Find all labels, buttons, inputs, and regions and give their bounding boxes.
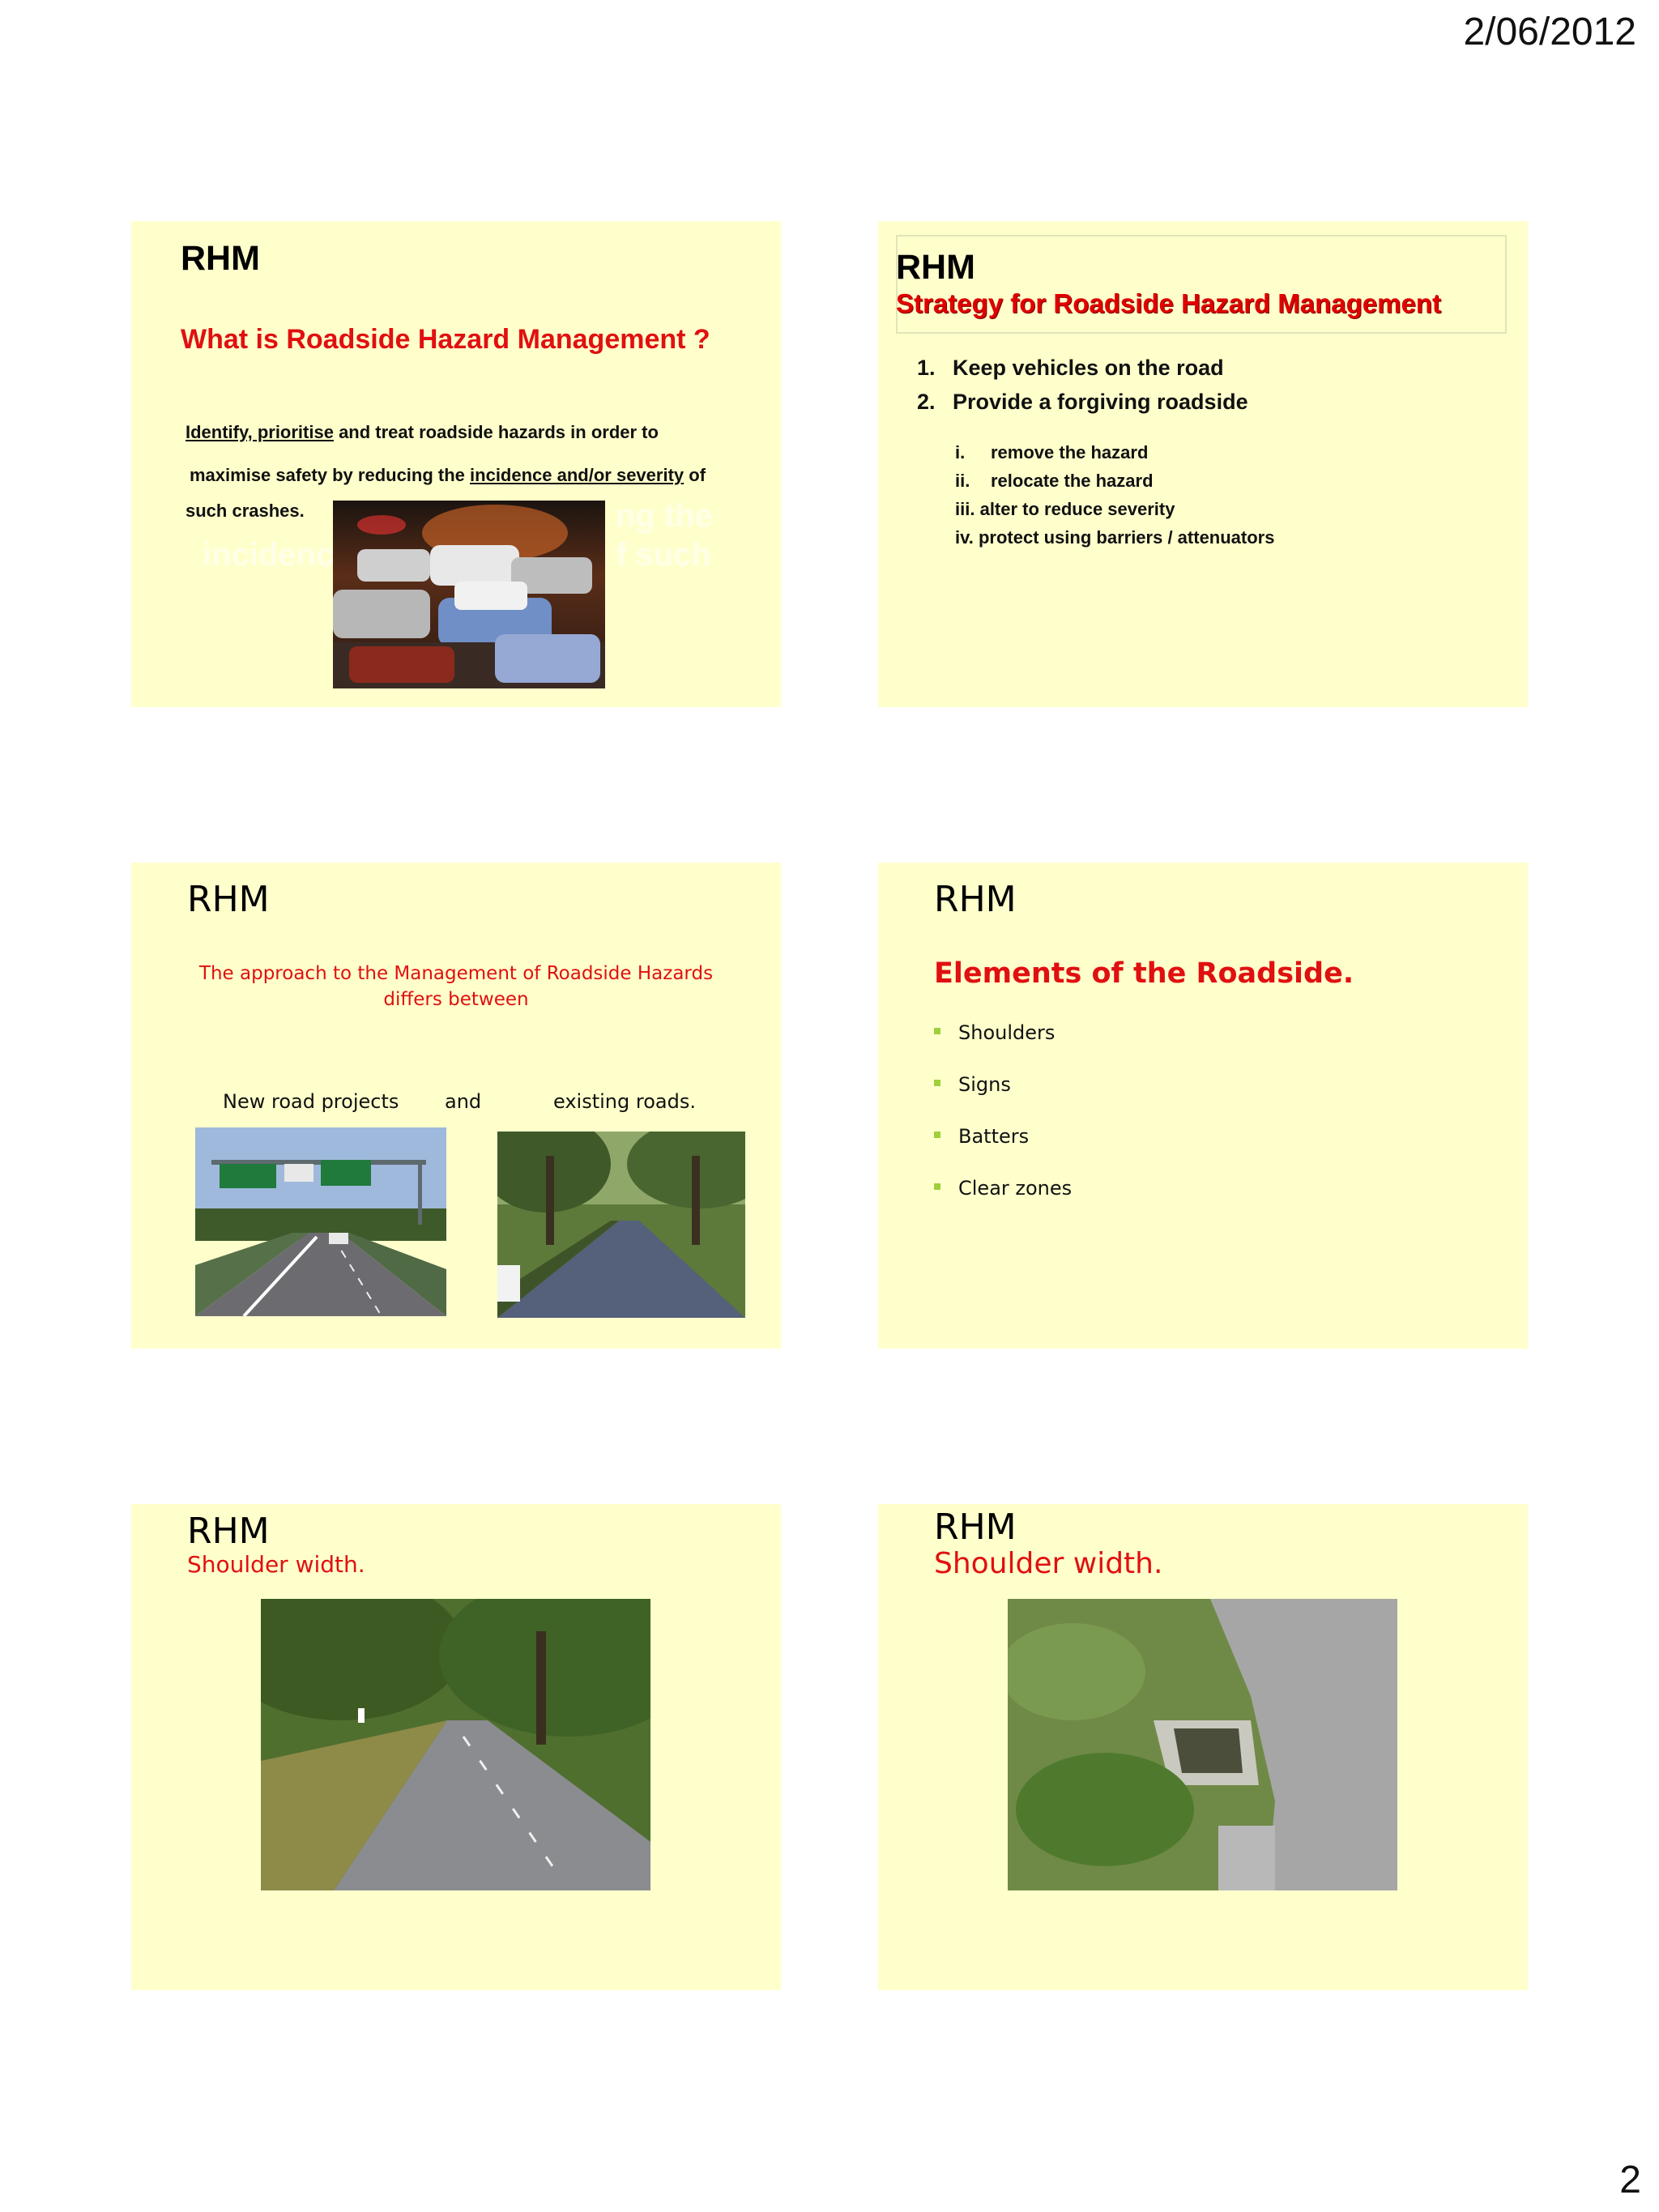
list-item bbox=[917, 390, 1248, 415]
link-identify-prioritise[interactable]: Identify, prioritise bbox=[186, 422, 334, 442]
sub-list-item bbox=[955, 527, 1274, 548]
caption-new-road: New road projects bbox=[223, 1090, 399, 1113]
slide-title: RHM bbox=[181, 239, 260, 278]
sub-list-number: iv. bbox=[955, 527, 974, 548]
intro-line-2: differs between bbox=[383, 989, 529, 1010]
sub-list-text: alter to reduce severity bbox=[979, 499, 1175, 519]
list-text: Keep vehicles on the road bbox=[953, 356, 1224, 380]
bullet-text: Batters bbox=[958, 1125, 1030, 1148]
list-number: 2. bbox=[917, 390, 936, 414]
list-text: Provide a forgiving roadside bbox=[953, 390, 1248, 414]
body-line-2-end: of bbox=[684, 465, 706, 485]
sub-list-item bbox=[955, 442, 1148, 463]
slide-6 bbox=[878, 1504, 1528, 1990]
sub-list-text: remove the hazard bbox=[991, 442, 1149, 462]
list-number: 1. bbox=[917, 356, 936, 380]
body-line-1-text: and treat roadside hazards in order to bbox=[333, 422, 659, 442]
slide-5 bbox=[131, 1504, 781, 1990]
body-line-2 bbox=[190, 465, 706, 486]
rural-road-photo bbox=[261, 1599, 650, 1890]
body-line-3: such crashes. bbox=[186, 501, 305, 521]
slide-subtitle: What is Roadside Hazard Management ? bbox=[181, 324, 710, 355]
sub-list-number: iii. bbox=[955, 499, 975, 519]
bullet-item bbox=[934, 1177, 1072, 1200]
bullet-marker bbox=[934, 1132, 940, 1138]
slide-title: RHM bbox=[934, 1507, 1017, 1548]
car-crash-photo bbox=[333, 501, 605, 688]
slide-subtitle: Shoulder width. bbox=[934, 1547, 1163, 1580]
slide-4 bbox=[878, 863, 1528, 1349]
bullet-marker bbox=[934, 1028, 940, 1034]
sub-list-number: i. bbox=[955, 442, 966, 462]
bullet-marker bbox=[934, 1183, 940, 1190]
slide-3 bbox=[131, 863, 781, 1349]
sub-list-text: relocate the hazard bbox=[991, 471, 1154, 491]
slide-subtitle: Strategy for Roadside Hazard Management bbox=[896, 288, 1441, 318]
intro-line-1: The approach to the Management of Roadside Hazards bbox=[198, 963, 714, 984]
bullet-item bbox=[934, 1073, 1011, 1096]
list-item bbox=[917, 356, 1224, 381]
ghost-text-right: ng the bbox=[616, 498, 713, 534]
slide-1 bbox=[131, 221, 781, 707]
sub-list-text: protect using barriers / attenuators bbox=[978, 527, 1275, 548]
ghost-text-right-2: f such bbox=[616, 537, 711, 573]
ghost-text-left: incidenc bbox=[203, 537, 335, 573]
body-line-2-text: maximise safety by reducing the bbox=[190, 465, 471, 485]
slide-subtitle: Elements of the Roadside. bbox=[934, 957, 1354, 990]
slide-subtitle: Shoulder width. bbox=[187, 1551, 365, 1578]
link-incidence-severity[interactable]: incidence and/or severity bbox=[470, 465, 684, 485]
slide-title: RHM bbox=[187, 879, 270, 920]
slide-title: RHM bbox=[934, 879, 1017, 920]
page-number: 2 bbox=[1619, 2159, 1641, 2201]
bullet-text: Signs bbox=[958, 1073, 1011, 1096]
caption-and: and bbox=[445, 1090, 482, 1113]
bullet-text: Clear zones bbox=[958, 1177, 1073, 1200]
slide-title: RHM bbox=[187, 1511, 270, 1552]
body-line-1 bbox=[186, 422, 659, 443]
bullet-item bbox=[934, 1021, 1055, 1044]
slide-title: RHM bbox=[896, 248, 975, 287]
caption-existing-roads: existing roads. bbox=[553, 1090, 696, 1113]
bullet-item bbox=[934, 1125, 1029, 1148]
bullet-text: Shoulders bbox=[958, 1021, 1056, 1044]
sub-list-item bbox=[955, 499, 1175, 520]
bullet-marker bbox=[934, 1080, 940, 1086]
sub-list-item bbox=[955, 471, 1154, 492]
sub-list-number: ii. bbox=[955, 471, 970, 491]
grass-shoulder-drain-photo bbox=[1008, 1599, 1397, 1890]
header-date: 2/06/2012 bbox=[1463, 11, 1636, 53]
slide-2 bbox=[878, 221, 1528, 707]
highway-photo bbox=[195, 1127, 446, 1316]
tree-lined-road-photo bbox=[497, 1132, 745, 1318]
